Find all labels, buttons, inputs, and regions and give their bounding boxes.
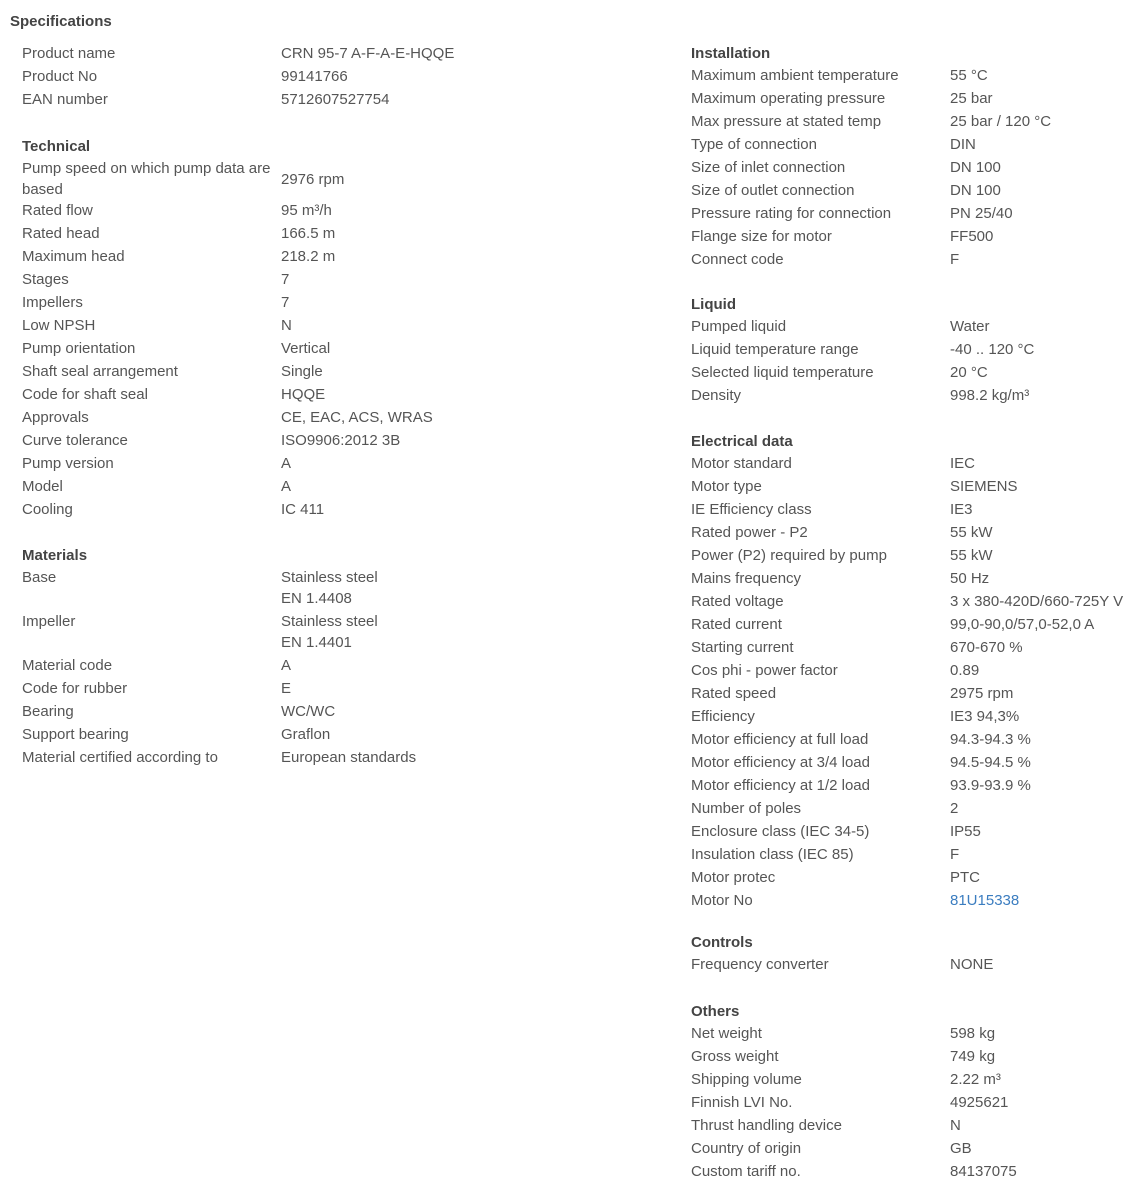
spec-label: Custom tariff no. bbox=[691, 1163, 801, 1180]
others-section bbox=[691, 1000, 1017, 1184]
spec-label: Approvals bbox=[22, 409, 89, 426]
spec-label: Shaft seal arrangement bbox=[22, 363, 178, 380]
spec-label: Low NPSH bbox=[22, 317, 96, 334]
spec-value: 94.3-94.3 % bbox=[950, 731, 1031, 748]
spec-label: Mains frequency bbox=[691, 570, 802, 587]
spec-value: A bbox=[281, 455, 292, 472]
spec-label: EAN number bbox=[22, 91, 108, 108]
spec-value-line: EN 1.4401 bbox=[281, 634, 352, 651]
spec-value: 99141766 bbox=[281, 68, 348, 85]
spec-row bbox=[691, 522, 1123, 545]
spec-row bbox=[22, 292, 442, 315]
spec-row bbox=[22, 724, 416, 747]
spec-value: N bbox=[281, 317, 292, 334]
spec-value: 670-670 % bbox=[950, 639, 1023, 656]
spec-value: 55 kW bbox=[950, 547, 993, 564]
spec-value: 4925621 bbox=[950, 1094, 1009, 1111]
electrical-section bbox=[691, 430, 1123, 913]
spec-label: Motor efficiency at 1/2 load bbox=[691, 777, 870, 794]
spec-label: Product name bbox=[22, 45, 116, 62]
spec-value: DN 100 bbox=[950, 159, 1001, 176]
spec-row bbox=[691, 316, 1034, 339]
spec-row-ean-number bbox=[22, 89, 454, 112]
spec-row bbox=[22, 430, 442, 453]
spec-label: Enclosure class (IEC 34-5) bbox=[691, 823, 870, 840]
spec-row bbox=[691, 88, 1051, 111]
spec-value: 749 kg bbox=[950, 1048, 996, 1065]
spec-label: Pressure rating for connection bbox=[691, 205, 892, 222]
spec-row bbox=[691, 134, 1051, 157]
spec-label: Material certified according to bbox=[22, 749, 218, 766]
spec-value: CRN 95-7 A-F-A-E-HQQE bbox=[281, 45, 455, 62]
spec-label: Rated current bbox=[691, 616, 782, 633]
spec-row bbox=[691, 683, 1123, 706]
spec-value: European standards bbox=[281, 749, 417, 766]
spec-row bbox=[691, 1138, 1017, 1161]
spec-value: F bbox=[950, 846, 960, 863]
spec-row bbox=[691, 568, 1123, 591]
spec-row bbox=[691, 867, 1123, 890]
spec-value: GB bbox=[950, 1140, 972, 1157]
spec-row bbox=[691, 226, 1051, 249]
spec-row bbox=[22, 476, 442, 499]
spec-label: Selected liquid temperature bbox=[691, 364, 874, 381]
spec-value: F bbox=[950, 251, 960, 268]
spec-label: Motor protec bbox=[691, 869, 776, 886]
spec-label: Code for rubber bbox=[22, 680, 128, 697]
spec-value: 25 bar bbox=[950, 90, 993, 107]
spec-value: 2976 rpm bbox=[281, 170, 345, 188]
spec-value: 2975 rpm bbox=[950, 685, 1014, 702]
spec-value: SIEMENS bbox=[950, 478, 1018, 495]
spec-value: N bbox=[950, 1117, 961, 1134]
spec-row bbox=[22, 747, 416, 770]
spec-label: Pump version bbox=[22, 455, 114, 472]
spec-label: Model bbox=[22, 478, 63, 495]
spec-value: FF500 bbox=[950, 228, 994, 245]
spec-row bbox=[691, 1161, 1017, 1184]
spec-value: PN 25/40 bbox=[950, 205, 1013, 222]
spec-label: Motor type bbox=[691, 478, 762, 495]
spec-label: Pumped liquid bbox=[691, 318, 787, 335]
spec-value: 0.89 bbox=[950, 662, 980, 679]
spec-row bbox=[691, 1069, 1017, 1092]
spec-row bbox=[22, 158, 442, 200]
section-heading: Installation bbox=[691, 45, 771, 62]
motor-no-link[interactable]: 81U15338 bbox=[950, 892, 1020, 909]
spec-label: Maximum operating pressure bbox=[691, 90, 886, 107]
spec-row bbox=[691, 499, 1123, 522]
spec-value: A bbox=[281, 478, 292, 495]
spec-label: Maximum head bbox=[22, 248, 125, 265]
spec-label: Gross weight bbox=[691, 1048, 779, 1065]
spec-label: Curve tolerance bbox=[22, 432, 128, 449]
spec-value: E bbox=[281, 680, 292, 697]
spec-label: Net weight bbox=[691, 1025, 762, 1042]
spec-row bbox=[22, 269, 442, 292]
installation-section bbox=[691, 42, 1051, 272]
spec-row bbox=[691, 65, 1051, 88]
spec-value bbox=[281, 567, 378, 609]
spec-label: Frequency converter bbox=[691, 956, 829, 973]
spec-row bbox=[22, 567, 416, 609]
spec-row bbox=[22, 701, 416, 724]
spec-row bbox=[691, 798, 1123, 821]
spec-label: IE Efficiency class bbox=[691, 501, 812, 518]
spec-row bbox=[691, 637, 1123, 660]
section-heading: Technical bbox=[22, 138, 91, 155]
spec-row bbox=[691, 591, 1123, 614]
spec-row bbox=[22, 407, 442, 430]
spec-value: 7 bbox=[281, 271, 290, 288]
spec-value: IEC bbox=[950, 455, 976, 472]
spec-label: Rated voltage bbox=[691, 593, 784, 610]
spec-row bbox=[691, 660, 1123, 683]
spec-value: 2 bbox=[950, 800, 959, 817]
spec-label: Number of poles bbox=[691, 800, 802, 817]
spec-value: 20 °C bbox=[950, 364, 988, 381]
spec-value: 598 kg bbox=[950, 1025, 996, 1042]
spec-label: Product No bbox=[22, 68, 98, 85]
spec-value: 2.22 m³ bbox=[950, 1071, 1001, 1088]
spec-row bbox=[691, 362, 1034, 385]
spec-label: Thrust handling device bbox=[691, 1117, 842, 1134]
spec-row bbox=[22, 246, 442, 269]
spec-value: Water bbox=[950, 318, 990, 335]
spec-row bbox=[691, 249, 1051, 272]
spec-label: Liquid temperature range bbox=[691, 341, 859, 358]
spec-label: Cos phi - power factor bbox=[691, 662, 838, 679]
spec-label: Power (P2) required by pump bbox=[691, 547, 887, 564]
spec-row bbox=[691, 1092, 1017, 1115]
spec-row bbox=[22, 678, 416, 701]
spec-row bbox=[691, 752, 1123, 775]
spec-row bbox=[22, 223, 442, 246]
spec-label: Rated flow bbox=[22, 202, 93, 219]
spec-label: Rated power - P2 bbox=[691, 524, 808, 541]
spec-value: 166.5 m bbox=[281, 225, 336, 242]
spec-value: PTC bbox=[950, 869, 980, 886]
spec-label: Impeller bbox=[22, 613, 76, 630]
spec-label: Density bbox=[691, 387, 742, 404]
spec-row bbox=[691, 339, 1034, 362]
spec-label: Base bbox=[22, 569, 57, 586]
spec-row bbox=[22, 200, 442, 223]
spec-label: Max pressure at stated temp bbox=[691, 113, 882, 130]
section-heading: Controls bbox=[691, 934, 753, 951]
spec-label: Motor No bbox=[691, 892, 753, 909]
spec-value: Vertical bbox=[281, 340, 331, 357]
spec-label: Type of connection bbox=[691, 136, 817, 153]
spec-value: 55 kW bbox=[950, 524, 993, 541]
section-heading: Materials bbox=[22, 547, 88, 564]
spec-value: 3 x 380-420D/660-725Y V bbox=[950, 593, 1124, 610]
spec-value: IC 411 bbox=[281, 501, 325, 518]
section-heading: Liquid bbox=[691, 296, 736, 313]
spec-value: 998.2 kg/m³ bbox=[950, 387, 1030, 404]
page-title: Specifications bbox=[10, 13, 112, 30]
spec-row bbox=[691, 476, 1123, 499]
spec-row bbox=[22, 655, 416, 678]
spec-label: Efficiency bbox=[691, 708, 755, 725]
spec-label: Impellers bbox=[22, 294, 83, 311]
spec-value: 7 bbox=[281, 294, 290, 311]
spec-row bbox=[691, 385, 1034, 408]
spec-label: Support bearing bbox=[22, 726, 129, 743]
spec-value: Single bbox=[281, 363, 323, 380]
spec-label: Starting current bbox=[691, 639, 794, 656]
spec-label: Pump orientation bbox=[22, 340, 136, 357]
spec-value: Graflon bbox=[281, 726, 331, 743]
materials-section bbox=[22, 544, 416, 770]
spec-label: Shipping volume bbox=[691, 1071, 802, 1088]
spec-row bbox=[22, 384, 442, 407]
spec-value-line: Stainless steel bbox=[281, 569, 378, 586]
spec-label: Rated speed bbox=[691, 685, 777, 702]
spec-label: Insulation class (IEC 85) bbox=[691, 846, 854, 863]
spec-row bbox=[22, 315, 442, 338]
spec-value: IE3 94,3% bbox=[950, 708, 1020, 725]
spec-value: 5712607527754 bbox=[281, 91, 390, 108]
spec-value: 94.5-94.5 % bbox=[950, 754, 1031, 771]
spec-value: DIN bbox=[950, 136, 976, 153]
spec-row-product-name bbox=[22, 43, 454, 66]
spec-value: IE3 bbox=[950, 501, 973, 518]
section-heading: Others bbox=[691, 1003, 740, 1020]
spec-value: 99,0-90,0/57,0-52,0 A bbox=[950, 616, 1095, 633]
spec-value: 55 °C bbox=[950, 67, 988, 84]
spec-row bbox=[22, 338, 442, 361]
spec-row bbox=[691, 1046, 1017, 1069]
spec-label: Stages bbox=[22, 271, 69, 288]
spec-row bbox=[691, 111, 1051, 134]
spec-row bbox=[691, 890, 1123, 913]
spec-value: 25 bar / 120 °C bbox=[950, 113, 1052, 130]
spec-value: 218.2 m bbox=[281, 248, 336, 265]
spec-label: Size of outlet connection bbox=[691, 182, 855, 199]
spec-value bbox=[281, 611, 378, 653]
spec-label: Pump speed on which pump data are based bbox=[22, 160, 271, 198]
spec-value: WC/WC bbox=[281, 703, 336, 720]
spec-row bbox=[691, 954, 993, 977]
spec-label: Finnish LVI No. bbox=[691, 1094, 793, 1111]
spec-value: 50 Hz bbox=[950, 570, 990, 587]
spec-label: Flange size for motor bbox=[691, 228, 832, 245]
spec-label: Country of origin bbox=[691, 1140, 802, 1157]
spec-row bbox=[691, 545, 1123, 568]
spec-label: Material code bbox=[22, 657, 113, 674]
general-section bbox=[22, 43, 454, 112]
controls-section bbox=[691, 931, 993, 977]
spec-row bbox=[22, 453, 442, 476]
spec-row bbox=[691, 453, 1123, 476]
spec-value: -40 .. 120 °C bbox=[950, 341, 1035, 358]
spec-row bbox=[691, 821, 1123, 844]
spec-value: NONE bbox=[950, 956, 994, 973]
spec-row-product-no bbox=[22, 66, 454, 89]
spec-label: Rated head bbox=[22, 225, 100, 242]
spec-label: Connect code bbox=[691, 251, 784, 268]
spec-label: Cooling bbox=[22, 501, 73, 518]
spec-value: IP55 bbox=[950, 823, 981, 840]
spec-label: Code for shaft seal bbox=[22, 386, 148, 403]
spec-value: HQQE bbox=[281, 386, 326, 403]
spec-row bbox=[22, 611, 416, 653]
spec-value-line: Stainless steel bbox=[281, 613, 378, 630]
spec-value: DN 100 bbox=[950, 182, 1001, 199]
spec-label: Maximum ambient temperature bbox=[691, 67, 899, 84]
technical-section bbox=[22, 135, 442, 522]
spec-row bbox=[691, 1115, 1017, 1138]
spec-row bbox=[691, 775, 1123, 798]
spec-label: Size of inlet connection bbox=[691, 159, 846, 176]
spec-value: ISO9906:2012 3B bbox=[281, 432, 401, 449]
spec-row bbox=[691, 729, 1123, 752]
spec-row bbox=[691, 706, 1123, 729]
spec-row bbox=[691, 180, 1051, 203]
spec-row bbox=[691, 844, 1123, 867]
liquid-section bbox=[691, 293, 1034, 408]
spec-row bbox=[22, 499, 442, 522]
spec-label: Motor efficiency at full load bbox=[691, 731, 869, 748]
spec-value-line: EN 1.4408 bbox=[281, 590, 352, 607]
section-heading: Electrical data bbox=[691, 433, 793, 450]
spec-value: A bbox=[281, 657, 292, 674]
spec-value: CE, EAC, ACS, WRAS bbox=[281, 409, 433, 426]
spec-label: Motor efficiency at 3/4 load bbox=[691, 754, 870, 771]
spec-value: 95 m³/h bbox=[281, 202, 332, 219]
spec-row bbox=[691, 1023, 1017, 1046]
spec-label: Motor standard bbox=[691, 455, 792, 472]
spec-label: Bearing bbox=[22, 703, 74, 720]
spec-row bbox=[691, 614, 1123, 637]
spec-row bbox=[691, 203, 1051, 226]
spec-value: 93.9-93.9 % bbox=[950, 777, 1031, 794]
spec-value: 84137075 bbox=[950, 1163, 1017, 1180]
spec-row bbox=[22, 361, 442, 384]
spec-row bbox=[691, 157, 1051, 180]
